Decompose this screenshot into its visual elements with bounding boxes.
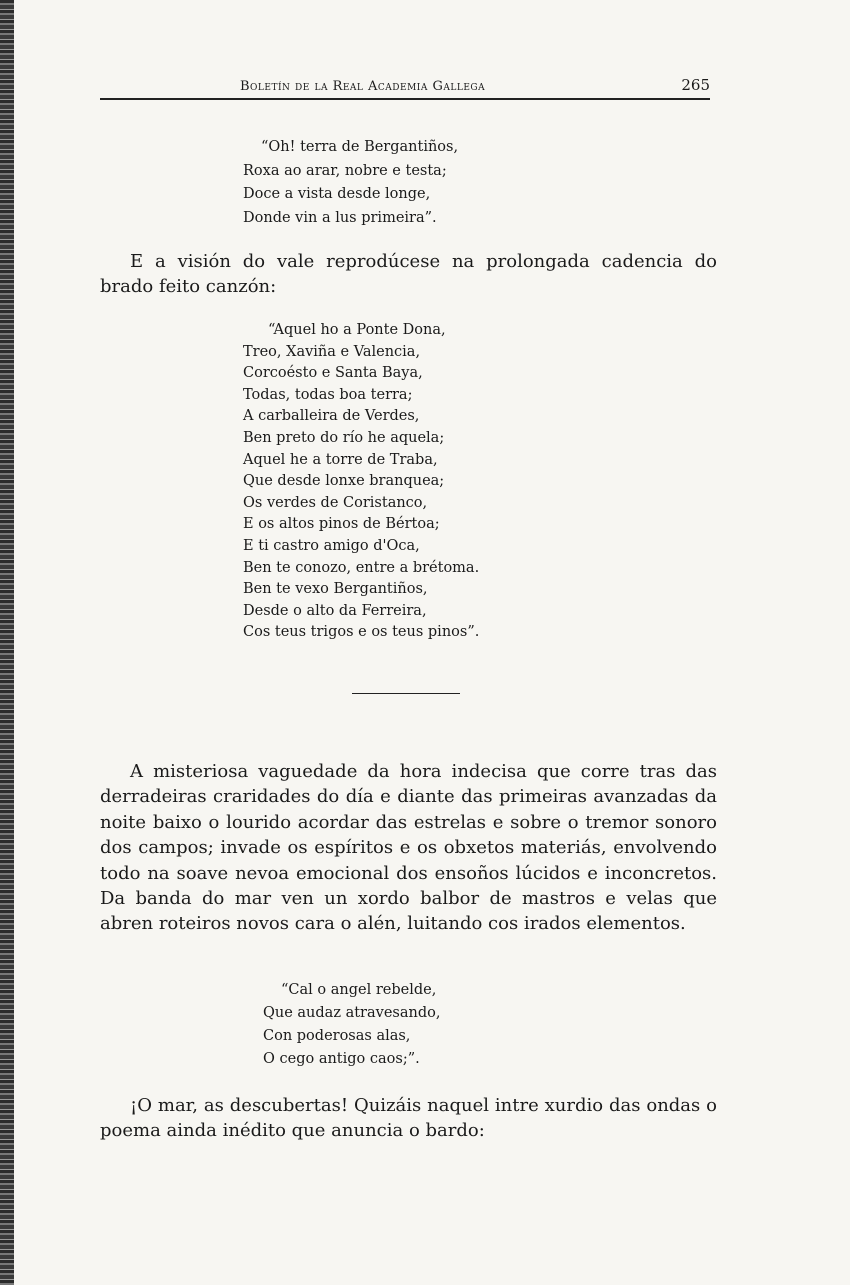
verse-line: Que desde lonxe branquea;: [243, 473, 445, 490]
section-divider: [352, 693, 460, 694]
verse-line: Os verdes de Coristanco,: [243, 494, 428, 511]
paragraph-2: A misteriosa vaguedade da hora indecisa que corre tras das derradeiras craridades do día e diante das primeiras avanzadas da noite baixo o lourido acordar das estrelas e sobre o tremor sonoro dos campos; invade os espíritos e os obxetos materiás, envolvendo todo na soave nevoa emocional dos ensoños lúcidos e inconcretos. Da banda do mar ven un xordo balbor de mastros e velas que abren roteiros novos cara o alén, luitando cos irados elementos.: [100, 761, 717, 935]
verse-line: E ti castro amigo d'Oca,: [243, 537, 420, 554]
verse-line: Doce a vista desde longe,: [243, 186, 431, 203]
poem-stanza-2: [243, 322, 479, 646]
page-number: 265: [681, 76, 710, 94]
verse-line: Corcoésto e Santa Baya,: [243, 365, 423, 382]
running-title: Boletín de la Real Academia Gallega: [240, 79, 486, 94]
verse-line: Ben preto do río he aquela;: [243, 429, 445, 446]
verse-line: Roxa ao arar, nobre e testa;: [243, 162, 447, 179]
verse-line: A carballeira de Verdes,: [243, 408, 420, 425]
paragraph-3: ¡O mar, as descubertas! Quizáis naquel intre xurdio das ondas o poema ainda inédito que anuncia o bardo:: [100, 1095, 717, 1142]
verse-line: Que audaz atravesando,: [263, 1005, 441, 1021]
book-spine-edge: [0, 0, 14, 1285]
verse-line: “Oh! terra de Bergantiños,: [261, 139, 459, 155]
verse-line: Donde vin a lus primeira”.: [243, 210, 437, 227]
verse-line: Aquel he a torre de Traba,: [243, 451, 438, 468]
verse-line: “Cal o angel rebelde,: [281, 982, 437, 998]
verse-line: Desde o alto da Ferreira,: [243, 602, 427, 619]
paragraph-1: E a visión do vale reprodúcese na prolongada cadencia do brado feito canzón:: [100, 251, 717, 298]
verse-line: Ben te vexo Bergantiños,: [243, 581, 428, 598]
verse-line: Treo, Xaviña e Valencia,: [243, 343, 421, 360]
verse-line: O cego antigo caos;”.: [263, 1051, 420, 1067]
verse-line: Todas, todas boa terra;: [243, 386, 413, 403]
poem-stanza-3: [263, 982, 440, 1074]
page-header: [100, 76, 710, 100]
poem-stanza-1: [243, 139, 458, 234]
verse-line: Cos teus trigos e os teus pinos”.: [243, 624, 480, 641]
verse-line: E os altos pinos de Bértoa;: [243, 516, 440, 533]
verse-line: Con poderosas alas,: [263, 1028, 411, 1044]
verse-line: Ben te conozo, entre a brétoma.: [243, 559, 480, 576]
verse-line: “Aquel ho a Ponte Dona,: [268, 322, 446, 338]
